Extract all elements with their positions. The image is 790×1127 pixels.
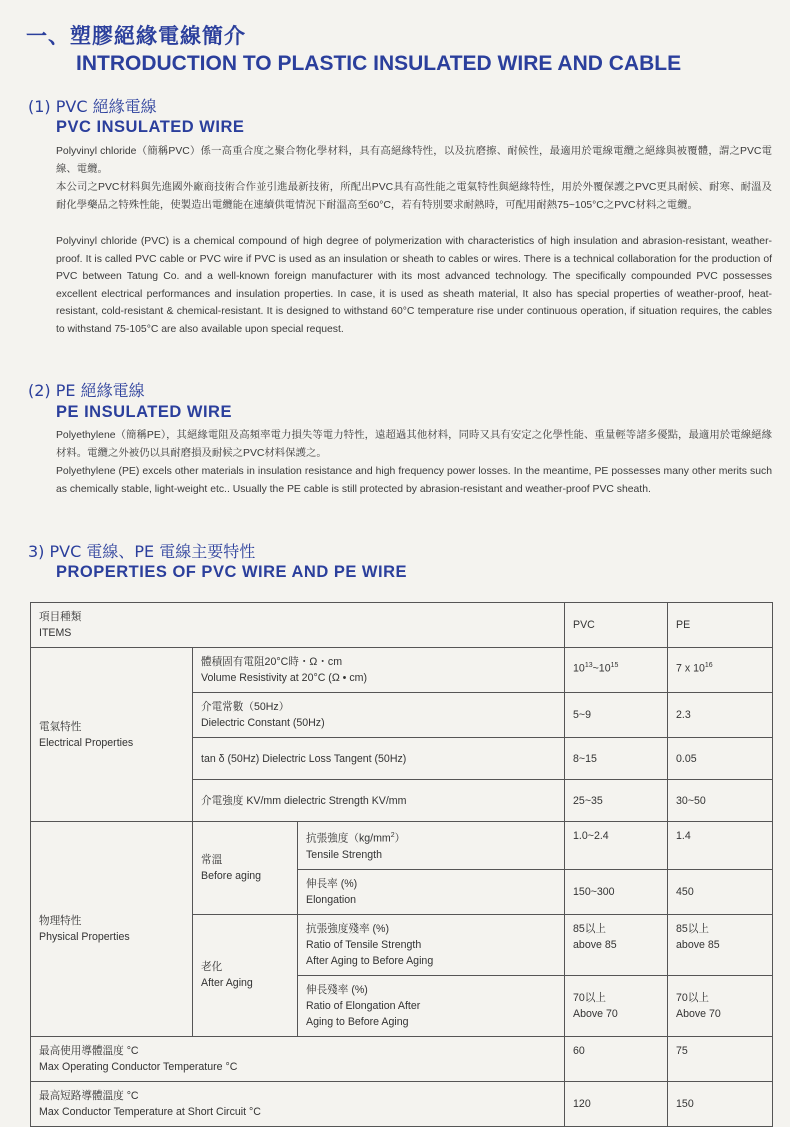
dielectric-constant-pvc: 5~9 — [565, 693, 668, 738]
electrical-category-en: Electrical Properties — [39, 736, 134, 749]
volume-resistivity-label-en: Volume Resistivity at 20°C (Ω • cm) — [201, 672, 367, 684]
dielectric-strength-pvc: 25~35 — [565, 780, 668, 822]
section-1-title-cn: (1) PVC 絕緣電線 — [28, 97, 157, 116]
volume-resistivity-label — [193, 648, 565, 693]
elongation-ratio-label-en-2: Aging to Before Aging — [306, 1015, 409, 1028]
table-row — [31, 648, 773, 693]
elongation-pvc: 150~300 — [565, 869, 668, 914]
page-title-en: INTRODUCTION TO PLASTIC INSULATED WIRE AND CABLE — [76, 52, 682, 75]
before-aging-group — [193, 822, 298, 915]
max-operating-temp-pvc: 60 — [565, 1036, 668, 1081]
table-row — [31, 1081, 773, 1126]
elongation-label-cn: 伸長率 (%) — [306, 877, 358, 890]
tensile-ratio-pe: 85以上 above 85 — [668, 914, 773, 975]
loss-tangent-label: tan δ (50Hz) Dielectric Loss Tangent (50Hz) — [193, 738, 565, 780]
tensile-strength-pe: 1.4 — [668, 822, 773, 870]
tensile-ratio-label-en-1: Ratio of Tensile Strength — [306, 938, 422, 951]
dielectric-constant-label-cn: 介電常數（50Hz） — [201, 701, 290, 713]
section-1-title-en: PVC INSULATED WIRE — [56, 118, 245, 136]
dielectric-strength-label: 介電強度 KV/mm dielectric Strength KV/mm — [193, 780, 565, 822]
physical-category-en: Physical Properties — [39, 930, 130, 943]
electrical-category — [31, 648, 193, 822]
tensile-ratio-pvc: 85以上 above 85 — [565, 914, 668, 975]
tensile-strength-label-en: Tensile Strength — [306, 848, 382, 861]
electrical-category-cn: 電氣特性 — [39, 720, 82, 733]
properties-table — [30, 602, 773, 1127]
max-short-circuit-temp-pvc: 120 — [565, 1081, 668, 1126]
dielectric-constant-label-en: Dielectric Constant (50Hz) — [201, 717, 325, 729]
section-2-para-en: Polyethylene (PE) excels other materials in insulation resistance and high frequency power losses. In the meantime, PE possesses many other merits such as chemically stable, light-weight etc.. Usually the PE cable is still protected by abrasion-resistant and weather-proof PVC sheath. — [56, 466, 772, 495]
volume-resistivity-label-cn: 體積固有電阻20°C時・Ω・cm — [201, 656, 343, 668]
section-2-para-cn: Polyethylene（簡稱PE），其絕緣電阻及高頻率電力損失等電力特性，遠超過其他材料，同時又具有安定之化學性能、重量輕等諸多優點，最適用於電線絕緣材料。電纜之外被仍以具耐磨損及耐候之PVC材料保護之。 — [56, 430, 772, 459]
tensile-strength-label — [298, 822, 565, 870]
after-aging-cn: 老化 — [201, 961, 223, 974]
physical-category — [31, 822, 193, 1037]
max-operating-temp-pe: 75 — [668, 1036, 773, 1081]
volume-resistivity-pvc: $10^{13}\sim 10^{15}$ — [565, 648, 668, 693]
tensile-strength-label-cn: 抗張強度$(kg/mm^2)$ — [306, 832, 406, 845]
max-operating-temp-label-cn: 最高使用導體溫度 °C — [39, 1044, 139, 1057]
max-short-circuit-temp-label-cn: 最高短路導體溫度 °C — [39, 1089, 139, 1102]
pe-header: PE — [668, 603, 773, 648]
dielectric-constant-label — [193, 693, 565, 738]
loss-tangent-pe: 0.05 — [668, 738, 773, 780]
section-3-title-cn: 3) PVC 電線、PE 電線主要特性 — [28, 542, 256, 561]
section-2-title-en: PE INSULATED WIRE — [56, 403, 232, 421]
max-short-circuit-temp-label-en: Max Conductor Temperature at Short Circuit °C — [39, 1105, 261, 1118]
max-operating-temp-label-en: Max Operating Conductor Temperature °C — [39, 1060, 238, 1073]
section-3-title-en: PROPERTIES OF PVC WIRE AND PE WIRE — [56, 563, 408, 581]
items-header-en: ITEMS — [39, 627, 72, 639]
section-1-para-cn-1: Polyvinyl chloride（簡稱PVC）係一高重合度之聚合物化學材料，具有高絕緣特性，以及抗磨擦、耐候性，最適用於電線電纜之絕緣與被覆體，謂之PVC電線、電纜。 — [56, 146, 772, 175]
elongation-ratio-pe: 70以上 Above 70 — [668, 975, 773, 1036]
elongation-ratio-label-cn: 伸長殘率 (%) — [306, 983, 368, 996]
max-short-circuit-temp-pe: 150 — [668, 1081, 773, 1126]
max-short-circuit-temp-label — [31, 1081, 565, 1126]
elongation-label — [298, 869, 565, 914]
elongation-ratio-label — [298, 975, 565, 1036]
section-1-para-en: Polyvinyl chloride (PVC) is a chemical compound of high degree of polymerization with characteristics of high insulation and abrasion-resistant, weather-proof. It is called PVC cable or PVC wire if PVC is used as an insulation or sheath to cables or wires. There is a technical collaboration for the production of PVC between Tatung Co. and a well-known foreign manufacturer with its most advanced technology. The specifically compounded PVC possesses excellent electrical performances and insulation properties. In case, it is used as sheath material, It also has special properties of weather-proof, heat-resistant, cold-resistant & chemical-resistant. It is designed to withstand 60°C temperature rise under continuous operation, if situation requires, the cables to withstand 75-105°C are also available upon special request. — [56, 236, 772, 335]
before-aging-cn: 常溫 — [201, 853, 223, 866]
volume-resistivity-pe: 7 x $10^{16}$ — [668, 648, 773, 693]
items-header — [31, 603, 565, 648]
elongation-pe: 450 — [668, 869, 773, 914]
after-aging-en: After Aging — [201, 977, 253, 990]
elongation-label-en: Elongation — [306, 893, 357, 906]
after-aging-group — [193, 914, 298, 1036]
table-row — [31, 1036, 773, 1081]
tensile-ratio-label-en-2: After Aging to Before Aging — [306, 954, 434, 967]
table-header-row — [31, 603, 773, 648]
physical-category-cn: 物理特性 — [39, 914, 82, 927]
elongation-ratio-label-en-1: Ratio of Elongation After — [306, 999, 421, 1012]
items-header-cn: 項目種類 — [39, 611, 82, 623]
before-aging-en: Before aging — [201, 869, 262, 882]
page-title-cn: 一、塑膠絕緣電線簡介 — [26, 24, 246, 48]
max-operating-temp-label — [31, 1036, 565, 1081]
elongation-ratio-pvc: 70以上 Above 70 — [565, 975, 668, 1036]
section-2-title-cn: (2) PE 絕緣電線 — [28, 381, 145, 400]
dielectric-strength-pe: 30~50 — [668, 780, 773, 822]
tensile-ratio-label-cn: 抗張強度殘率 (%) — [306, 922, 389, 935]
loss-tangent-pvc: 8~15 — [565, 738, 668, 780]
dielectric-constant-pe: 2.3 — [668, 693, 773, 738]
pvc-header: PVC — [565, 603, 668, 648]
tensile-ratio-label — [298, 914, 565, 975]
table-row — [31, 822, 773, 870]
section-1-para-cn-2: 本公司之PVC材料與先進國外廠商技術合作並引進最新技術，所配出PVC具有高性能之電氣特性與絕緣特性，用於外覆保護之PVC更具耐候、耐寒、耐溫及耐化學藥品之特殊性能，使製造出電纜能在連續供電情況下耐溫高至60°C，若有特別要求耐熱時，可配用耐熱75~105°C之PVC材料之電纜。 — [56, 182, 772, 211]
tensile-strength-pvc: 1.0~2.4 — [565, 822, 668, 870]
